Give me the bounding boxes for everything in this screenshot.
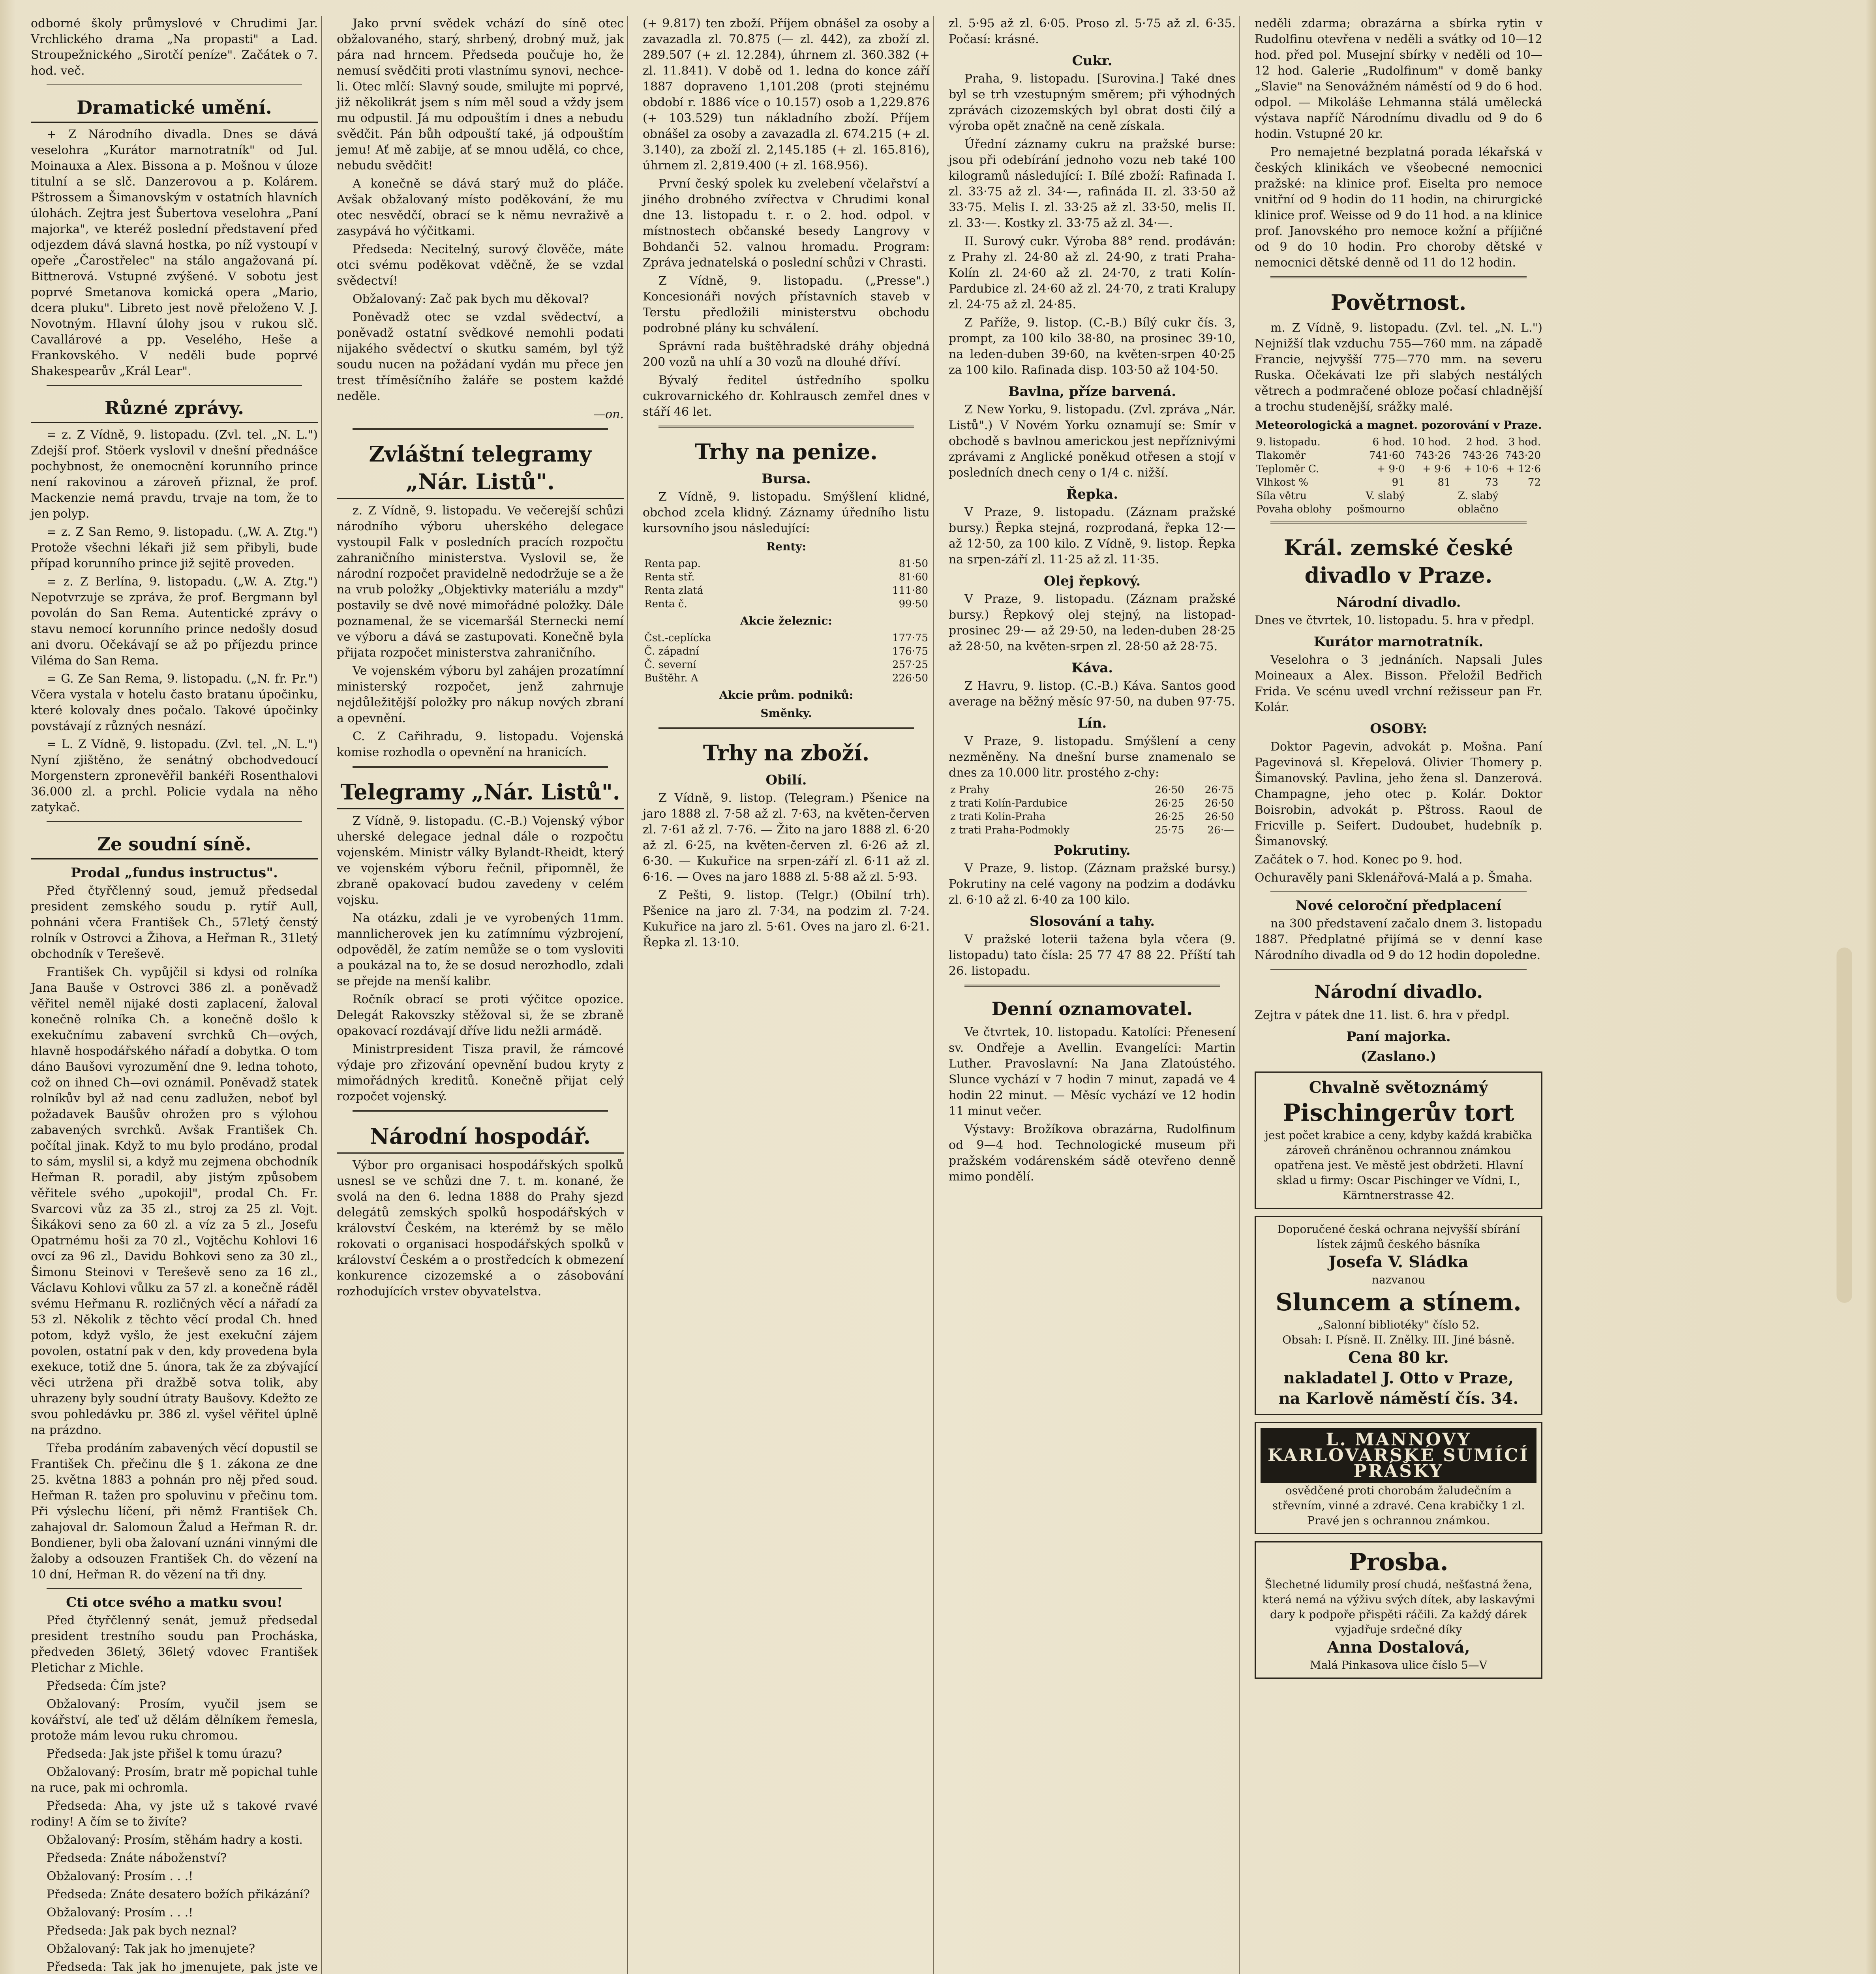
court-continuation: Poněvadž otec se vzdal svědectví, a poněvadž ostatní svědkové nemohli podati nijakého svědectví o skutku samém, byl týž soudu nucen na požádaní vydán mu přece jen trest tříměsíčního žaláře se postem každé neděle. — [337, 310, 624, 403]
table-cell: 73 — [1485, 477, 1499, 488]
sugar-paragraph: Úřední záznamy cukru na pražské burse: jsou při odebírání jednoho vozu neb také 100 kilogramů následující: I. Bílé zboží: Rafinada I. zl. 33·75 až zl. 34·—, rafináda II. zl. 33·50 až 33·75. Melis I. zl. 33·25 až zl. 33·50, melis II. zl. 33·—. Kostky zl. 33·75 až zl. 34·—. — [949, 137, 1236, 230]
intro-paragraph: odborné školy průmyslové v Chrudimi Jar. Vrchlického drama „Na propasti" a Lad. Stroupežnického „Sirotčí peníze". Začátek o 7. hod. več. — [31, 17, 318, 78]
dialogue-line: Předseda: Znáte náboženství? — [47, 1851, 227, 1865]
grain-paragraph: Z Vídně, 9. listop. (Telegram.) Pšenice na jaro 1888 zl. 7·58 až zl. 7·63, na květen-červen zl. 7·61 až zl. 7·76. — Žito na jaro 1888 zl. 6·20 až zl. 6·25, na květen-červen zl. 6·26 až zl. 6·30. — Kukuřice na srpen-září zl. 6·11 až zl. 6·16. — Oves na jaro 1888 zl. 5·88 až zl. 5·93. — [643, 791, 930, 884]
rapeseed-subhead: Řepka. — [1066, 486, 1118, 502]
table-cell: Č. severní — [644, 659, 696, 671]
dialogue-line: Předseda: Znáte desatero božích přikázání? — [47, 1888, 310, 1901]
curse-subhead: Cti otce svého a matku svou! — [66, 1595, 283, 1610]
table-cell: z trati Kolín-Pardubice — [950, 797, 1067, 809]
divider — [1270, 276, 1527, 278]
table-cell — [1500, 503, 1542, 516]
table-cell — [1407, 503, 1452, 516]
table-cell: Renta stř. — [644, 571, 695, 583]
table-cell: V. slabý — [1366, 490, 1405, 502]
section-title-dramatic: Dramatické umění. — [31, 96, 318, 123]
theatre-title: Král. zemské české divadlo v Praze. — [1283, 535, 1514, 588]
oilcake-subhead: Pokrutiny. — [1054, 843, 1131, 858]
court-paragraph: Před čtyřčlenný soud, jemuž předsedal president zemského soudu p. rytíř Aull, pohnáni včera František Ch., 57letý čenstý rolník v Ostrovci a Žihova, a Heřman R., 31letý obchodník v Tereševě. — [31, 884, 318, 961]
rents-label: Renty: — [766, 540, 806, 553]
curse-paragraph: Před čtyřčlenný senát, jemuž předsedal president trestního soudu pan Procháska, předveden 36letý, 36letý vdovec František Pletichar z Michle. — [31, 1614, 318, 1675]
table-cell: Povaha oblohy — [1256, 503, 1332, 515]
telegram-paragraph: Ročník obrací se proti výčitce opozice. Delegát Rakovszky stěžoval si, že se zbraně opakovací rozdávají dříve lidu nežli armádě. — [337, 993, 624, 1038]
ad-text: Šlechetné lidumily prosí chudá, nešťastná žena, která nemá na výživu svých dítek, aby laskavými dary k podpoře přispěti ráčili. Za každý dárek vyjadřuje srdečné díky — [1262, 1578, 1535, 1636]
author-signature: —on. — [593, 407, 624, 421]
cotton-paragraph: Z New Yorku, 9. listopadu. (Zvl. zpráva „Nár. Listů".) V Novém Yorku oznamují se: Smír v obchodě s bavlnou americkou jest nepříznivými zprávami z Anglické poněkud otřesen a stojí v posledních dnech ceny o 1/4 c. nižší. — [949, 403, 1236, 480]
table-cell: 91 — [1392, 477, 1405, 488]
theatre-intro: Dnes ve čtvrtek, 10. listopadu. 5. hra v předpl. — [1255, 614, 1535, 627]
divider — [658, 727, 914, 729]
spirit-paragraph: V Praze, 9. listopadu. Smýšlení a ceny nezměněny. Na dnešní burse znamenalo se dnes za 10.000 litr. prostého z-chy: — [949, 734, 1236, 780]
ad-address: na Karlově náměstí čís. 34. — [1278, 1389, 1519, 1408]
news-paragraph: Z Vídně, 9. listopadu. („Presse".) Koncesionáři nových přístavních staveb v Terstu předložili ministerstvu obchodu podrobné plány ku schválení. — [643, 274, 930, 335]
table-cell — [1500, 489, 1542, 503]
play-description: Veselohra o 3 jednáních. Napsali Jules Moineaux a Alex. Bisson. Přeložil Bedřich Frida. Ve scénu uvedl vrchní režisseur pan Fr. Kolár. — [1255, 653, 1542, 714]
table-cell: 2 hod. — [1466, 436, 1499, 448]
ad-text: Doporučené česká ochrana nejvyšší sbírání lístek zájmů českého básníka — [1277, 1223, 1520, 1251]
section-title-economy: Národní hospodář. — [337, 1122, 624, 1154]
news-paragraph: Bývalý ředitel ústředního spolku cukrovarnického dr. Kohlrausch zemřel dnes v stáří 46 let. — [643, 373, 930, 419]
daily-continuation: neděli zdarma; obrazárna a sbírka rytin v Rudolfinu otevřena v neděli a svátky od 10—12 hod. před pol. Musejní sbírky v neděli od 10—12 hod. Galerie „Rudolfinum" v domě banky „Slavie" na Senovážném náměstí od 9 do 6 hod. odpol. — Mikoláše Lehmanna stálá umělecká výstava napříč Národnímu divadlu od 9 do 6 hodin. Vstupné 20 kr. — [1255, 17, 1542, 141]
table-cell: 81·60 — [899, 571, 928, 583]
divider — [658, 426, 914, 428]
cast-list: Doktor Pagevin, advokát p. Mošna. Paní Pagevinová sl. Křepelová. Olivier Thomery p. Šimanovský. Pavlina, jeho žena sl. Danzerová. Champagne, jeho otec p. Kolár. Doktor Boisrobin, advokát p. Pštross. Raoul de Fricville p. Seifert. Dudoubet, hudebník p. Šimanovský. — [1255, 740, 1542, 848]
dialogue-line: Obžalovaný: Prosím . . .! — [47, 1906, 193, 1920]
rail-stats-paragraph: (+ 9.817) ten zboží. Příjem obnášel za osoby a zavazadla zl. 70.875 (— zl. 442), za zboží zl. 289.507 (+ zl. 12.284), úhrnem zl. 360.382 (+ zl. 11.841). V době od 1. ledna do konce září 1887 dopraveno 1,101.208 (proti stejnému období r. 1886 více o 10.157) osob a 1,229.876 (+ 103.529) tun nákladního zboží. Příjem obnášel za osoby a zavazadla zl. 674.215 (+ zl. 3.140), za zboží zl. 2,145.185 (+ zl. 165.816), úhrnem zl. 2,819.400 (+ zl. 168.956). — [643, 17, 930, 173]
oilcake-paragraph: V Praze, 9. listop. (Záznam pražské bursy.) Pokrutiny na celé vagony na podzim a dodávku zl. 6·10 až zl. 6·40 za 100 kilo. — [949, 861, 1236, 907]
ad-text: Obsah: I. Písně. II. Znělky. III. Jiné básně. — [1282, 1333, 1515, 1346]
telegram-paragraph: Na otázku, zdali je ve vyrobených 11mm. mannlicherovek jen ku zatímnímu výzbrojení, odpověděl, že zatím nemůže se o tom vysloviti a poukázal na to, že se dosud nerozhodlo, zdali se přejde na menší kalibr. — [337, 911, 624, 988]
divider — [47, 821, 302, 822]
section-title-telegrams-2: Telegramy „Nár. Listů". — [337, 778, 624, 809]
bourse-subhead: Bursa. — [762, 471, 811, 487]
theatre-subtitle: Národní divadlo. — [1336, 595, 1461, 610]
table-row — [643, 645, 930, 658]
misc-paragraph: = L. Z Vídně, 9. listopadu. (Zvl. tel. „N. L.") Nyní zjištěno, že senátný obchodvedoucí Morgenstern zpronevěřil bankéři Rosenthalovi 36.000 zl. a prchl. Policie vydala na něho zatykač. — [31, 737, 318, 814]
ad-tagline: Chvalně světoznámý — [1309, 1078, 1488, 1097]
national-theatre-line: Zejtra v pátek dne 11. list. 6. hra v předpl. — [1255, 1008, 1510, 1022]
telegram-paragraph: C. Z Cařihradu, 9. listopadu. Vojenská komise rozhodla o opevnění na hranicích. — [337, 730, 624, 759]
table-cell: Z. slabý — [1458, 490, 1499, 502]
table-cell: 257·25 — [892, 659, 928, 671]
ad-publisher: nakladatel J. Otto v Praze, — [1283, 1369, 1514, 1387]
table-cell: Renta zlatá — [644, 585, 704, 597]
table-cell: 26·— — [1207, 824, 1234, 836]
exchange-label: Směnky. — [760, 707, 812, 720]
coffee-paragraph: Z Havru, 9. listop. (C.-B.) Káva. Santos good average na běžný měsíc 97·50, na duben 97·75. — [949, 679, 1236, 709]
ad-text: osvědčené proti chorobám žaludečním a střevním, vinné a zdravé. Cena krabičky 1 zl. Pravé jen s ochrannou známkou. — [1272, 1484, 1525, 1527]
section-title-weather: Povětrnost. — [1330, 290, 1467, 315]
table-cell: 25·75 — [1155, 824, 1184, 836]
table-row — [949, 797, 1236, 810]
dialogue-line: Obžalovaný: Prosím . . .! — [47, 1869, 193, 1883]
divider — [353, 1110, 608, 1112]
table-row — [1255, 462, 1542, 476]
court-continuation: Obžalovaný: Zač pak bych mu děkoval? — [353, 292, 589, 306]
play-title: Kurátor marnotratník. — [1313, 634, 1484, 650]
table-cell — [1407, 489, 1452, 503]
misc-paragraph: = z. Z San Remo, 9. listopadu. („W. A. Ztg.") Protože všechni lékaři již sem přibyli, bude případ korunního prince již sejitě proveden. — [31, 525, 318, 570]
section-title-telegrams: Zvláštní telegramy „Nár. Listů". — [337, 440, 624, 499]
sugar-paragraph: II. Surový cukr. Výroba 88° rend. prodáván: z Prahy zl. 24·80 až zl. 24·90, z trati Praha-Kolín zl. 24·60 až zl. 24·70, z trati Kolín-Pardubice zl. 24·60 až zl. 24·70, z trati Kralupy zl. 24·75 až zl. 24·85. — [949, 235, 1236, 311]
columns — [28, 16, 1852, 1974]
section-title-daily: Denní oznamovatel. — [991, 998, 1193, 1019]
table-cell: 26·25 — [1155, 811, 1184, 823]
table-row — [1255, 503, 1542, 516]
meteo-table — [1255, 435, 1542, 516]
news-paragraph: První český spolek ku zvelebení včelařství a jiného drobného zvířectva v Chrudimi konal dne 13. listopadu t. r. o 2. hod. odpol. v místnostech občanské besedy Langrovy v Bohdanči 52. valnou hromadu. Program: Zpráva jednatelská o poslední schůzi v Chrasti. — [643, 177, 930, 270]
table-cell: pošmourno — [1347, 503, 1405, 515]
misc-paragraph: = z. Z Berlína, 9. listopadu. („W. A. Ztg.") Nepotvrzuje se zpráva, že prof. Bergmann byl povolán do San Rema. Autentické zprávy o stavu nemocí korunního prince nedošly dosud ani dvoru. Očekávají se až po příjezdu prince Viléma do San Rema. — [31, 575, 318, 668]
cast-head: OSOBY: — [1370, 721, 1427, 737]
meteo-label: Meteorologická a magnet. pozorování v Praze. — [1255, 418, 1542, 432]
table-cell: 9. listopadu. — [1256, 436, 1321, 448]
table-row — [643, 584, 930, 597]
section-title-money-market: Trhy na penize. — [695, 439, 878, 464]
misc-paragraph: = z. Z Vídně, 9. listopadu. (Zvl. tel. „N. L.") Zdejší prof. Stöerk vyslovil v dnešní přednášce pochybnost, že onemocnění korunního prince není rakovinou a zároveň přiznal, že prof. Mackenzie nemá pravdu, trvaje na tom, že to jen polyp. — [31, 428, 318, 521]
national-theatre-title: Národní divadlo. — [1314, 981, 1483, 1002]
section-title-misc: Různé zprávy. — [31, 396, 318, 423]
table-cell: + 12·6 — [1506, 463, 1541, 475]
court-continuation: Předseda: Necitelný, surový člověče, máte otci svému poděkovat vděčně, že se vzdal svědectví! — [337, 242, 624, 288]
table-cell: 10 hod. — [1412, 436, 1451, 448]
table-cell: + 9·6 — [1422, 463, 1451, 475]
daily-paragraph: Výstavy: Brožíkova obrazárna, Rudolfinum od 9—4 hod. Technologické museum při pražském vodárenském sádě otevřeno denně mimo pondělí. — [949, 1122, 1236, 1184]
dialogue-line: Předseda: Jak jste přišel k tomu úrazu? — [47, 1747, 282, 1761]
ad-book-title: Sluncem a stínem. — [1276, 1289, 1521, 1316]
table-cell: 177·75 — [892, 632, 928, 644]
table-cell: 743·26 — [1415, 450, 1451, 462]
ad-text: nazvanou — [1372, 1273, 1425, 1286]
spirit-table — [949, 783, 1236, 837]
table-row — [643, 631, 930, 645]
table-cell: 743·26 — [1462, 450, 1499, 462]
column-3 — [640, 16, 934, 1974]
daily-paragraph: Ve čtvrtek, 10. listopadu. Katolíci: Přenesení sv. Ondřeje a Avellin. Evangelíci: Martin Luther. Pravoslavní: Na Jana Zlatoústého. Slunce vychází v 7 hodin 7 minut, zapadá ve 4 hodin 22 minut. — Měsíc vychází ve 12 hodin 11 minut večer. — [949, 1025, 1236, 1118]
divider — [1270, 891, 1527, 892]
section-title-goods-market: Trhy na zboží. — [703, 740, 870, 766]
ad-price: Cena 80 kr. — [1348, 1348, 1449, 1367]
ad-author: Josefa V. Sládka — [1328, 1253, 1469, 1271]
ad-karlsbad-powder — [1255, 1422, 1542, 1534]
column-5 — [1251, 16, 1546, 1974]
ad-book-sladek — [1255, 1216, 1542, 1415]
telegram-paragraph: Ministrpresident Tisza pravil, že rámcové výdaje pro zřizování opevnění budou kryty z mimořádných kreditů. Konečně přijat celý rozpočet vojenský. — [337, 1042, 624, 1103]
oil-subhead: Olej řepkový. — [1043, 573, 1141, 589]
grain-paragraph: Z Pešti, 9. listop. (Telgr.) (Obilní trh). Pšenice na jaro zl. 7·34, na podzim zl. 7·24. Kukuřice na jaro zl. 5·61. Oves na jaro zl. 6·21. Řepka zl. 13·10. — [643, 888, 930, 949]
table-cell: 81 — [1437, 477, 1451, 488]
divider — [353, 766, 608, 768]
table-cell: 99·50 — [899, 598, 928, 610]
table-cell: 26·25 — [1155, 797, 1184, 809]
ad-plea-name: Anna Dostalová, — [1327, 1638, 1470, 1657]
table-row — [643, 570, 930, 584]
lottery-subhead: Slosování a tahy. — [1029, 914, 1155, 929]
column-2 — [334, 16, 628, 1974]
divider — [1270, 969, 1527, 970]
lottery-paragraph: V pražské loterii tažena byla včera (9. listopadu) tato čísla: 25 77 47 88 22. Příští tah 26. listopadu. — [949, 933, 1236, 978]
sugar-paragraph: Z Paříže, 9. listop. (C.-B.) Bílý cukr čís. 3, prompt, za 100 kilo 38·80, na prosinec 39·10, na leden-duben 39·60, na květen-srpen 40·25 za 100 kilo. Rafinada disp. 103·50 až 104·50. — [949, 316, 1236, 377]
medical-paragraph: Pro nemajetné bezplatná porada lékařská v českých klinikách ve všeobecné nemocnici pražské: na klinice prof. Eiselta pro nemoce vnitřní od 9 hodin do 11 hodin, na chirurgické klinice prof. Weisse od 9 do 11 hod. a na klinice prof. Janovského pro nemoce kožní a příjičné od 9 do 10 hodin. Pro choroby dětské v nemocnici dětské denně od 11 do 12 hodin. — [1255, 145, 1542, 270]
divider — [47, 1588, 302, 1589]
economy-paragraph: Výbor pro organisaci hospodářských spolků usnesl se ve schůzi dne 7. t. m. konané, že svolá na den 6. ledna 1888 do Prahy sjezd delegátů zemských spolků hospodářských v království Českém, na kterémž by se mělo rokovati o organisaci hospodářských spolků v království Českém a o prostředcích k obmezení konkurence cizozemské a o zásobování rozhodujících vrstev obyvatelstva. — [337, 1158, 624, 1298]
court-paragraph: Třeba prodáním zabavených věcí dopustil se František Ch. přečinu dle § 1. zákona ze dne 25. května 1883 a pohnán pro něj před soud. Heřman R. tažen pro spoluvinu v přečinu tom. Při výslechu líčení, při němž František Ch. zahajoval dr. Salomoun Žalud a Heřman R. dr. Bondiener, byli oba žalovaní uznáni vinnými dle žaloby a odsouzen František Ch. do vězení na 10 dní, Heřman R. do vězení na tři dny. — [31, 1441, 318, 1582]
table-cell: z trati Kolín-Praha — [950, 811, 1046, 823]
dialogue-line: Předseda: Čím jste? — [47, 1679, 166, 1693]
dialogue-line: Obžalovaný: Tak jak ho jmenujete? — [47, 1942, 255, 1956]
table-cell: 111·80 — [892, 585, 928, 597]
table-cell: Vlhkost % — [1256, 477, 1309, 488]
sugar-paragraph: Praha, 9. listopadu. [Surovina.] Také dnes byl se trh vzestupným směrem; při výhodných zprávách cizozemských byl obrat dosti čilý a výroba opět značně na ceně získala. — [949, 72, 1236, 133]
rents-table — [643, 557, 930, 611]
table-row — [643, 658, 930, 672]
bourse-paragraph: Z Vídně, 9. listopadu. Smýšlení klidné, obchod zcela klidný. Záznamy úředního listu kursovního jsou následující: — [643, 490, 930, 535]
table-row — [643, 672, 930, 685]
table-cell: Teploměr C. — [1256, 463, 1319, 475]
dialogue-line: Obžalovaný: Prosím, vyučil jsem se kovářství, ale teď už dělám dělníkem řemesla, protože mám levou ruku chromou. — [31, 1697, 318, 1743]
ad-plea — [1255, 1541, 1542, 1679]
table-header — [1255, 435, 1542, 449]
rail-table — [643, 631, 930, 685]
table-cell: + 10·6 — [1463, 463, 1499, 475]
table-row — [1255, 489, 1542, 503]
table-cell: Tlakoměr — [1256, 450, 1306, 462]
dialogue-line: Předseda: Tak jak ho jmenujete, pak jste ve — [47, 1960, 318, 1974]
divider — [1270, 522, 1527, 524]
sugar-subhead: Cukr. — [1072, 53, 1112, 69]
page-edge — [1866, 0, 1876, 1974]
table-cell: 26·50 — [1155, 784, 1184, 796]
column-4 — [946, 16, 1240, 1974]
dialogue-line: Předseda: Jak pak bych neznal? — [47, 1924, 237, 1938]
table-cell: Buštěhr. A — [644, 672, 698, 684]
weather-paragraph: m. Z Vídně, 9. listopadu. (Zvl. tel. „N. L.") Nejnižší tlak vzduchu 755—760 mm. na západě Francie, nejvyšší 775—770 mm. na severu Ruska. Očekávati lze při slabých nestálých větrech a podmračené obloze počasí chladnější a trochu studenější, srážky malé. — [1255, 321, 1542, 414]
divider — [47, 84, 302, 85]
illness-note: Ochuravěly pani Sklenářová-Malá a p. Šmaha. — [1255, 871, 1533, 885]
table-cell: 72 — [1527, 477, 1541, 488]
table-row — [1255, 449, 1542, 462]
court-subhead: Prodal „fundus instructus". — [71, 865, 278, 881]
section-title-court: Ze soudní síně. — [31, 832, 318, 859]
table-cell: Čst.-ceplícka — [644, 632, 711, 644]
table-row — [1255, 476, 1542, 489]
oil-paragraph: V Praze, 9. listopadu. (Záznam pražské bursy.) Řepkový olej stejný, na listopad-prosinec 29·— až 29·50, na leden-duben 28·25 až 28·50, na květen-srpen zl. 28·50 až 28·75. — [949, 592, 1236, 653]
table-cell: Č. západní — [644, 645, 699, 657]
table-cell: 81·50 — [899, 558, 928, 570]
table-row — [643, 557, 930, 570]
table-cell: Renta pap. — [644, 558, 701, 570]
misc-paragraph: = G. Ze San Rema, 9. listopadu. („N. fr. Pr.") Včera vystala v hotelu často bratanu úpočinku, které kolovaly dnes počalo. Takové úpočinky povstávají z různých nesnází. — [31, 672, 318, 733]
play-title: Paní majorka. — [1346, 1029, 1451, 1045]
court-paragraph: František Ch. vypůjčil si kdysi od rolníka Jana Bauše v Ostrovci 386 zl. a poněvadž věřitel neměl nijaké dosti zaplacení, žaloval konečně rolníka Ch. a konečně došlo k exekučnímu zabavení svrchků Ch—ových, hlavně hospodářského nářadí a dobytka. O tom dáno Baušovi vyrozumění dne 9. ledna tohoto, což on ihned Ch—ovi oznámil. Poněvadž statek rolníkův byl až nad cenu zadlužen, neboť byl požadavek Baušův ohrožen pro s výlohou zabavených svrchků. Avšak František Ch. počítal jinak. Když to mu bylo prodáno, prodal to sám, myslil si, a když mu zejmena obchodník Heřman R. poradil, aby jistým způsobem věřitele svého „upokojil", prodal Ch. Fr. Svarcovi vůz za 35 zl., stroj za 25 zl. Vojt. Šikákovi seno za 60 zl. a víz za 5 zl., Josefu Opatrnému hoši za 70 zl., Vojtěchu Kohlovi 16 ovcí za 96 zl., Davidu Bohkovi seno za 30 zl., Šimonu Steinovi v Tereševě seno za 16 zl., Václavu Kohlovi vůlku za 57 zl. a konečně ráděl svému Heřmanu R. rozličných věcí a nářadí za 53 zl. Několik z těchto věcí prodal Ch. hned potom, když vyšlo, že jest exekuční zájem povolen, ostatní pak v den, kdy provedena byla exekuce, totiž dne 5. února, tak že za zbývající věci utržena při dražbě sotva tolik, aby uhrazeny byly soudní útraty Baušovy. Kdežto ze svou pohledávku pr. 386 zl. vyšel věřitel úplně na prázdno. — [31, 965, 318, 1437]
table-cell: 26·50 — [1204, 811, 1234, 823]
table-cell: z Prahy — [950, 784, 989, 796]
table-cell: 26·50 — [1204, 797, 1234, 809]
table-cell: 176·75 — [892, 645, 928, 657]
table-cell: 226·50 — [892, 672, 928, 684]
table-cell: oblačno — [1458, 503, 1499, 515]
table-cell: Síla větru — [1256, 490, 1307, 502]
table-cell: z trati Praha-Podmokly — [950, 824, 1069, 836]
dialogue-line: Předseda: Aha, vy jste už s takové rvavé rodiny! A čím se to živíte? — [31, 1799, 318, 1829]
industry-label: Akcie prům. podniků: — [719, 689, 854, 702]
court-continuation: A konečně se dává starý muž do pláče. Avšak obžalovaný místo poděkování, že mu otec nesvědčí, obrací se k němu nevraživě a zasypává ho výčitkami. — [337, 177, 624, 238]
ad-pischinger — [1255, 1071, 1542, 1209]
ad-plea-title: Prosba. — [1349, 1548, 1448, 1576]
coffee-subhead: Káva. — [1071, 660, 1113, 676]
cotton-subhead: Bavlna, příze barvená. — [1008, 384, 1176, 400]
table-cell: 3 hod. — [1508, 436, 1541, 448]
spirit-subhead: Lín. — [1077, 715, 1107, 731]
ad-text: „Salonní bibliotéky" číslo 52. — [1317, 1318, 1480, 1331]
table-cell: 6 hod. — [1372, 436, 1405, 448]
dialogue-line: Obžalovaný: Prosím, stěhám hadry a kosti. — [47, 1833, 303, 1847]
telegram-paragraph: z. Z Vídně, 9. listopadu. Ve večerejší schůzi národního výboru uherského delegace vystoupil Falk v posledních pracích rozpočtu zahraničního ministerstva. Vyslovil se, že národní rozpočet pravidelně nedodržuje se a že na vrub položky „Objektivky materiálu a mzdy" postavily se dvě nové mimořádné položky. Dále poznamenal, že se vicemaršál Sternecki nemí ve výboru a dává se zastupovati. Konečně byla přijata rozpočet ministerstva zahraničního. — [337, 504, 624, 660]
table-row — [949, 824, 1236, 837]
divider — [353, 428, 608, 430]
dialogue-line: Obžalovaný: Prosím, bratr mě popichal tuhle na ruce, pak mi ochromla. — [31, 1765, 318, 1795]
dramatic-paragraph: + Z Národního divadla. Dnes se dává veselohra „Kurátor marnotratník" od Jul. Moinauxa a Alex. Bissona a p. Mošnou v úloze titulní a se slč. Danzerovou a p. Kolárem. Pštrossem a Šimanovským v ostatních hlavních úlohách. Zejtra jest Šubertova veselohra „Paní majorka", ve kteréž poslední představení před odjezdem dává slavná hostka, po níž vystoupí v opeře „Čarostřelec" na stálo angažovaná pí. Bittnerová. Vstupné zvýšené. V sobotu jest poprvé Smetanova komická opera „Mario, dcera pluku". Libreto jest nově přeloženo V. J. Novotným. Hlavní úlohy jsou v rukou slč. Cavallárové a pp. Veselého, Heše a Frankovského. V neděli bude poprvé Shakespearův „Král Lear". — [31, 128, 318, 378]
divider — [47, 385, 302, 386]
table-row — [949, 810, 1236, 824]
ad-plea-address: Malá Pinkasova ulice číslo 5—V — [1310, 1659, 1487, 1672]
grain-subhead: Obilí. — [765, 772, 807, 788]
ad-product-name: Pischingerův tort — [1283, 1099, 1514, 1127]
rail-label: Akcie železnic: — [740, 614, 832, 627]
column-1 — [28, 16, 322, 1974]
rapeseed-paragraph: V Praze, 9. listopadu. (Záznam pražské bursy.) Řepka stejná, rozprodaná, řepka 12·— až 12·50, za 100 kilo. Z Vídně, 9. listop. Řepka na srpen-září zl. 11·25 až zl. 11·35. — [949, 505, 1236, 567]
start-time: Začátek o 7. hod. Konec po 9. hod. — [1255, 853, 1463, 867]
table-row — [643, 597, 930, 611]
subscription-title: Nové celoroční předplacení — [1295, 898, 1502, 914]
divider — [964, 985, 1220, 987]
court-continuation: Jako první svědek vchází do síně otec obžalovaného, starý, shrbený, drobný muž, jak pára nad hrncem. Předseda poučuje ho, že nemusí svědčiti proti vlastnímu synovi, nechce-li. Otec mlčí: Slavný soude, smilujte mi poprvé, již několikrát jsem s ním měl soud a vždy jsem mu odpustil. Já mu odpouštím i dnes a nebudu svědčit. Pán bůh odpouští také, já odpouštím jemu! Ať mě zabije, ať se mnou udělá, co chce, nebudu svědčit! — [337, 17, 624, 173]
table-cell: Renta č. — [644, 598, 687, 610]
ad-brand: L. MANNOVY KARLOVARSKÉ SUMÍCÍ PRÁŠKY — [1261, 1428, 1536, 1483]
table-cell: + 9·0 — [1377, 463, 1405, 475]
table-cell: 743·20 — [1505, 450, 1541, 462]
table-cell: 26·75 — [1204, 784, 1234, 796]
news-paragraph: Správní rada buštěhradské dráhy objedná 200 vozů na uhlí a 30 vozů na dlouhé dříví. — [643, 340, 930, 369]
subscription-text: na 300 představení začalo dnem 3. listopadu 1887. Předplatné přijímá se v denní kase Národního divadla od 9 do 12 hodin dopoledne. — [1255, 917, 1542, 962]
zaslano-note: (Zaslano.) — [1360, 1049, 1437, 1064]
table-row — [949, 783, 1236, 797]
table-cell: 741·60 — [1369, 450, 1405, 462]
ad-text: jest počet krabice a ceny, kdyby každá krabička zároveň chráněnou ochrannou známkou opatřena jest. Ve městě jest obdržeti. Hlavní sklad u firmy: Oscar Pischinger ve Vídni, I., Kärntnerstrasse 42. — [1265, 1129, 1532, 1202]
telegram-paragraph: Z Vídně, 9. listopadu. (C.-B.) Vojenský výbor uherské delegace jednal dále o rozpočtu vojenském. Ministr války Bylandt-Rheidt, který ve vojenském výboru řečnil, připomněl, že zbraně opakovací budou zavedeny v celém vojsku. — [337, 814, 624, 907]
grain-continuation: zl. 5·95 až zl. 6·05. Proso zl. 5·75 až zl. 6·35. Počasí: krásné. — [949, 17, 1236, 46]
telegram-paragraph: Ve vojenském výboru byl zahájen prozatímní ministerský rozpočet, jenž zahrnuje nejdůležitější položky pro nákup nových zbraní a opevnění. — [337, 664, 624, 725]
